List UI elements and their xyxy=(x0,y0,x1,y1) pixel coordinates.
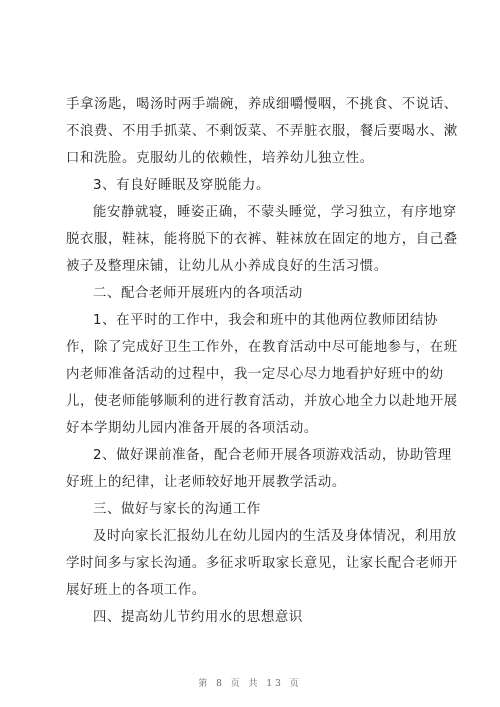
text-line-6: 脱衣服，鞋袜，能将脱下的衣裤、鞋袜放在固定的地方，自己叠 xyxy=(66,232,458,247)
text-line-15: 好班上的纪律，让老师较好地开展教学活动。 xyxy=(66,475,346,490)
text-line-3: 口和洗脸。克服幼儿的依赖性，培养幼儿独立性。 xyxy=(66,151,374,166)
text-line-5: 能安静就寝，睡姿正确，不蒙头睡觉，学习独立，有序地穿 xyxy=(93,205,457,220)
text-line-14: 2、做好课前准备，配合老师开展各项游戏活动，协助管理 xyxy=(93,448,452,463)
section-heading-2: 二、配合老师开展班内的各项活动 xyxy=(93,286,303,301)
text-line-10: 作，除了完成好卫生工作外，在教育活动中尽可能地参与，在班 xyxy=(66,340,458,355)
subheading-sleep: 3、有良好睡眠及穿脱能力。 xyxy=(93,178,271,193)
text-line-13: 好本学期幼儿园内准备开展的各项活动。 xyxy=(66,421,318,436)
section-heading-3: 三、做好与家长的沟通工作 xyxy=(93,502,261,517)
text-line-1: 手拿汤匙，喝汤时两手端碗，养成细嚼慢咽，不挑食、不说话、 xyxy=(66,97,458,112)
text-line-2: 不浪费、不用手抓菜、不剩饭菜、不弄脏衣服，餐后要喝水、漱 xyxy=(66,124,458,139)
text-line-7: 被子及整理床铺，让幼儿从小养成良好的生活习惯。 xyxy=(66,259,388,274)
text-line-18: 学时间多与家长沟通。多征求听取家长意见，让家长配合老师开 xyxy=(66,556,458,571)
page-number-footer: 第 8 页 共 13 页 xyxy=(198,679,302,689)
section-heading-4: 四、提高幼儿节约用水的思想意识 xyxy=(93,610,303,625)
text-line-17: 及时向家长汇报幼儿在幼儿园内的生活及身体情况，利用放 xyxy=(93,529,457,544)
text-line-11: 内老师准备活动的过程中，我一定尽心尽力地看护好班中的幼 xyxy=(66,367,444,382)
text-line-12: 儿，使老师能够顺利的进行教育活动，并放心地全力以赴地开展 xyxy=(66,394,458,409)
text-line-9: 1、在平时的工作中，我会和班中的其他两位教师团结协 xyxy=(93,313,438,328)
text-line-19: 展好班上的各项工作。 xyxy=(66,583,206,598)
